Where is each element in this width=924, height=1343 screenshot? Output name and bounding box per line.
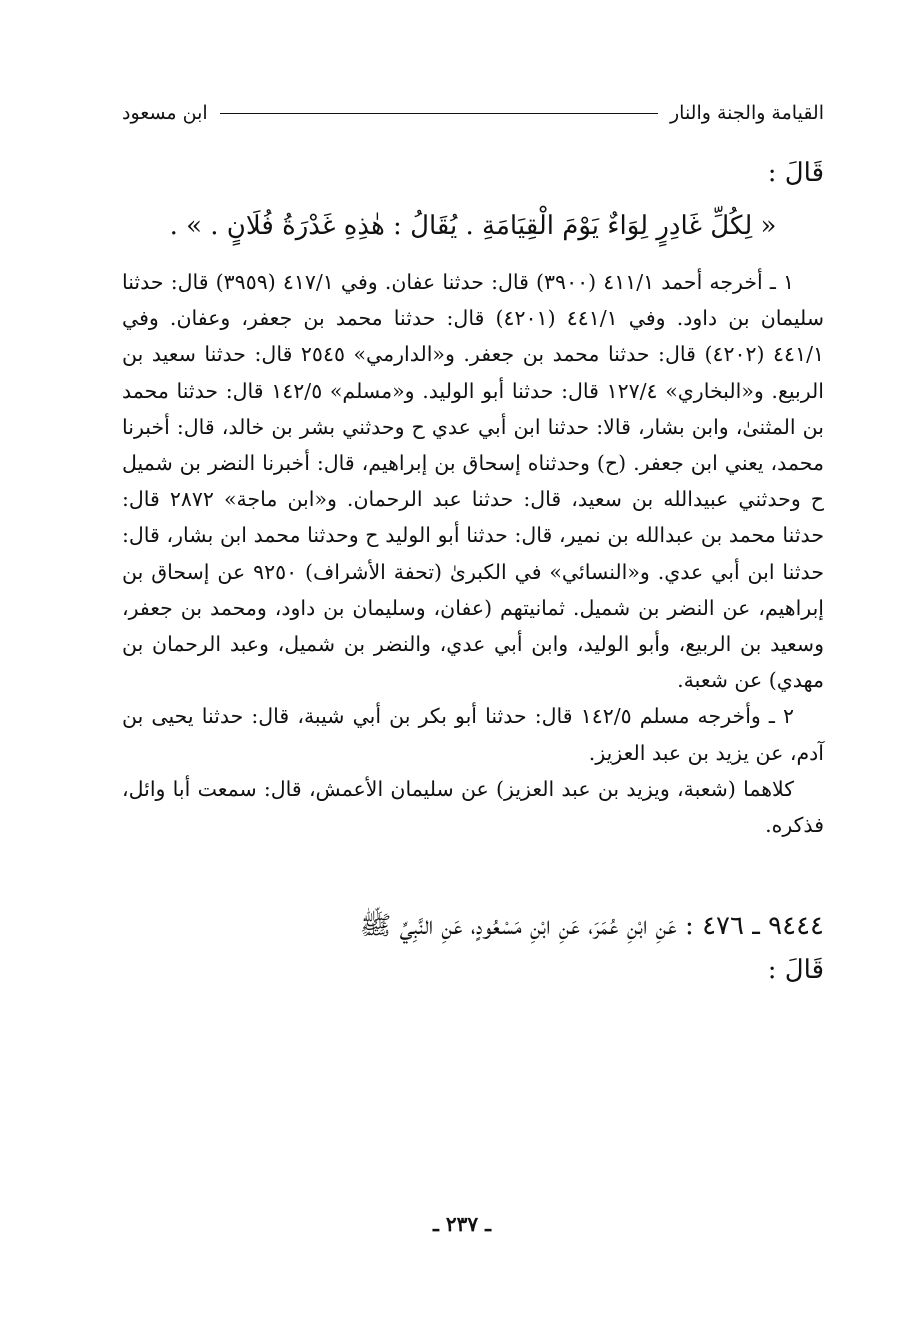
running-header [122, 98, 824, 128]
hadith-text: « لِكُلِّ غَادِرٍ لِوَاءٌ يَوْمَ الْقِيَامَةِ . يُقَالُ : هٰذِهِ غَدْرَةُ فُلَانٍ . » . [169, 211, 777, 241]
takhrij-note-3: كلاهما (شعبة، ويزيد بن عبد العزيز) عن سليمان الأعمش، قال: سمعت أبا وائل، فذكره. [122, 776, 824, 838]
takhrij-note-2: ٢ ـ وأخرجه مسلم ١٤٢/٥ قال: حدثنا أبو بكر بن أبي شيبة، قال: حدثنا يحيى بن آدم، عن يزيد بن عبد العزيز. [122, 704, 824, 765]
hadith-intro: قَالَ : [767, 158, 824, 188]
page-number: ـ ٢٣٧ ـ [433, 1212, 491, 1236]
page-body [122, 148, 824, 991]
header-chapter-title: القيامة والجنة والنار [669, 102, 824, 124]
header-section-title: ابن مسعود [122, 102, 208, 124]
takhrij-note-1: ١ ـ أخرجه أحمد ٤١١/١ (٣٩٠٠) قال: حدثنا عفان. وفي ٤١٧/١ (٣٩٥٩) قال: حدثنا سليمان بن داود. وفي ٤٤١/١ (٤٢٠١) قال: حدثنا محمد بن جعفر، وعفان. وفي ٤٤١/١ (٤٢٠٢) قال: حدثنا محمد بن جعفر. و«الدارمي» ٢٥٤٥ قال: حدثنا سعيد بن الربيع. و«البخاري» ١٢٧/٤ قال: حدثنا أبو الوليد. و«مسلم» ١٤٢/٥ قال: حدثنا محمد بن المثنىٰ، وابن بشار، قالا: حدثنا ابن أبي عدي ح وحدثني بشر بن خالد، قال: أخبرنا محمد، يعني ابن جعفر. (ح) وحدثناه إسحاق بن إبراهيم، قال: أخبرنا النضر بن شميل ح وحدثني عبيدالله بن سعيد، قال: حدثنا عبد الرحمان. و«ابن ماجة» ٢٨٧٢ قال: حدثنا محمد بن عبدالله بن نمير، قال: حدثنا أبو الوليد ح وحدثنا محمد ابن بشار، قال: حدثنا ابن أبي عدي. و«النسائي» في الكبرىٰ (تحفة الأشراف) ٩٢٥٠ عن إسحاق بن إبراهيم، عن النضر بن شميل. ثمانيتهم (عفان، وسليمان بن داود، ومحمد بن جعفر، وسعيد بن الربيع، وأبو الوليد، وابن أبي عدي، والنضر بن شميل، وعبد الرحمان بن مهدي) عن شعبة. [122, 270, 824, 693]
next-hadith-heading: ٩٤٤٤ ـ ٤٧٦ : عَنِ ابْنِ عُمَرَ، عَنِ ابْنِ مَسْعُودٍ، عَنِ النَّبِيِّ ﷺ [359, 911, 824, 942]
next-hadith-intro: قَالَ : [767, 955, 824, 986]
header-rule [220, 113, 658, 114]
